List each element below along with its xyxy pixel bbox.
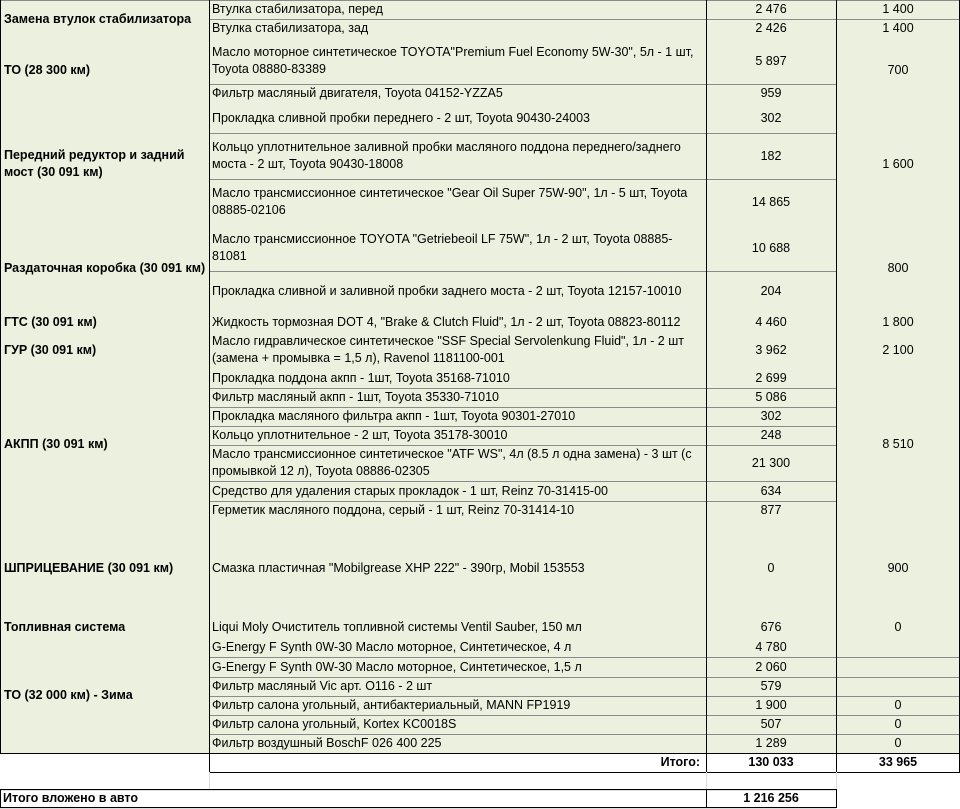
grid-line — [209, 696, 836, 697]
section-work: 1 800 — [836, 312, 960, 332]
item-price: 4 460 — [706, 312, 836, 332]
item-name: Герметик масляного поддона, серый - 1 шт, Reinz 70-31414-10 — [209, 501, 706, 520]
grid-line — [706, 772, 707, 789]
item-name: Прокладка масляного фильтра акпп - 1шт, Toyota 90301-27010 — [209, 407, 706, 426]
grid-line — [209, 445, 836, 446]
totals-label: Итого: — [660, 755, 700, 769]
item-work: 0 — [836, 734, 960, 753]
item-price: 959 — [706, 84, 836, 103]
grid-line — [209, 0, 210, 753]
grid-line — [836, 789, 837, 808]
grid-line — [706, 753, 707, 772]
grid-line — [836, 696, 960, 697]
grid-line — [209, 715, 836, 716]
item-price: 21 300 — [706, 445, 836, 481]
item-price: 204 — [706, 271, 836, 312]
grid-line — [209, 271, 836, 272]
grid-line — [0, 789, 836, 790]
section-work: 0 — [836, 617, 960, 637]
grid-line — [209, 734, 836, 735]
section-name: Передний редуктор и задний мост (30 091 км) — [0, 103, 209, 225]
item-name: Прокладка сливной и заливной пробки заднего моста - 2 шт, Toyota 12157-10010 — [209, 271, 706, 312]
section-name: ГТС (30 091 км) — [0, 312, 209, 332]
item-name: Кольцо уплотнительное заливной пробки масляного поддона переднего/заднего моста - 2 шт, Toyota 90430-18008 — [209, 133, 706, 179]
item-price: 4 780 — [706, 637, 836, 657]
item-name: Масло трансмиссионное синтетическое "Gear Oil Super 75W-90", 1л - 5 шт, Toyota 08885-02106 — [209, 179, 706, 225]
item-name: Масло гидравлическое синтетическое "SSF Special Servolenkung Fluid", 1л - 2 шт (замена + промывка = 1,5 л), Ravenol 1181100-001 — [209, 332, 706, 368]
section-work: 800 — [836, 225, 960, 312]
section-name: АКПП (30 091 км) — [0, 368, 209, 520]
section-name: ГУР (30 091 км) — [0, 332, 209, 368]
grid-line — [836, 19, 960, 20]
grid-line — [209, 657, 836, 658]
section-name: Топливная система — [0, 617, 209, 637]
item-price: 2 476 — [706, 0, 836, 19]
item-name: Фильтр масляный двигателя, Toyota 04152-YZZA5 — [209, 84, 706, 103]
grid-line — [209, 84, 836, 85]
item-name: Масло трансмиссионное TOYOTA "Getriebeoil LF 75W", 1л - 2 шт, Toyota 08885-81081 — [209, 225, 706, 271]
grid-line — [836, 753, 837, 772]
grid-line — [0, 789, 1, 808]
grid-line — [0, 0, 960, 1]
item-name: Кольцо уплотнительное - 2 шт, Toyota 35178-30010 — [209, 426, 706, 445]
item-name: G-Energy F Synth 0W-30 Масло моторное, Синтетическое, 1,5 л — [209, 657, 706, 677]
item-price: 2 060 — [706, 657, 836, 677]
grid-line — [209, 772, 210, 789]
section-work: 2 100 — [836, 332, 960, 368]
grid-line — [209, 772, 960, 773]
item-price: 507 — [706, 715, 836, 734]
item-price: 14 865 — [706, 179, 836, 225]
invested-label: Итого вложено в авто — [3, 791, 139, 805]
item-name: Втулка стабилизатора, зад — [209, 19, 706, 38]
item-name: Фильтр воздушный BoschF 026 400 225 — [209, 734, 706, 753]
item-work: 1 400 — [836, 0, 960, 19]
item-price: 248 — [706, 426, 836, 445]
item-name: G-Energy F Synth 0W-30 Масло моторное, Синтетическое, 4 л — [209, 637, 706, 657]
item-price: 2 699 — [706, 368, 836, 388]
item-work: 0 — [836, 696, 960, 715]
item-price: 302 — [706, 103, 836, 133]
item-work — [836, 677, 960, 696]
item-price: 579 — [706, 677, 836, 696]
section-name: Раздаточная коробка (30 091 км) — [0, 225, 209, 312]
grid-line — [209, 426, 836, 427]
grid-line — [836, 0, 837, 753]
grid-line — [0, 807, 836, 808]
item-name: Фильтр салона угольный, антибактериальный, MANN FP1919 — [209, 696, 706, 715]
item-name: Жидкость тормозная DOT 4, "Brake & Clutch Fluid", 1л - 2 шт, Toyota 08823-80112 — [209, 312, 706, 332]
item-name: Прокладка поддона акпп - 1шт, Toyota 35168-71010 — [209, 368, 706, 388]
grid-line — [209, 481, 836, 482]
section-name: ТО (28 300 км) — [0, 38, 209, 103]
item-work: 0 — [836, 715, 960, 734]
grid-line — [836, 772, 837, 789]
grid-line — [209, 407, 836, 408]
grid-line — [209, 179, 836, 180]
grid-line — [209, 501, 836, 502]
item-price: 302 — [706, 407, 836, 426]
item-name: Liqui Moly Очиститель топливной системы Ventil Sauber, 150 мл — [209, 617, 706, 637]
item-work — [836, 657, 960, 677]
item-price: 0 — [706, 520, 836, 617]
grid-line — [209, 388, 836, 389]
item-name: Масло трансмиссионное синтетическое "ATF WS", 4л (8.5 л одна замена) - 3 шт (с промывкой 12 л), Toyota 08886-02305 — [209, 445, 706, 481]
item-name: Втулка стабилизатора, перед — [209, 0, 706, 19]
item-price: 634 — [706, 481, 836, 501]
grid-line — [836, 734, 960, 735]
item-price: 3 962 — [706, 332, 836, 368]
grid-line — [209, 19, 836, 20]
grid-line — [706, 789, 707, 808]
invested-value: 1 216 256 — [743, 791, 799, 805]
totals-work: 33 965 — [878, 755, 918, 769]
grid-line — [209, 753, 210, 772]
item-work: 1 400 — [836, 19, 960, 38]
grid-line — [836, 657, 960, 658]
item-name: Фильтр масляный Vic арт. O116 - 2 шт — [209, 677, 706, 696]
grid-line — [706, 0, 707, 753]
grid-line — [209, 133, 836, 134]
section-work: 900 — [836, 520, 960, 617]
grid-line — [836, 715, 960, 716]
grid-line — [0, 0, 1, 753]
item-price: 1 289 — [706, 734, 836, 753]
item-price: 10 688 — [706, 225, 836, 271]
item-price: 5 086 — [706, 388, 836, 407]
item-name: Фильтр салона угольный, Kortex KC0018S — [209, 715, 706, 734]
item-name: Фильтр масляный акпп - 1шт, Toyota 35330-71010 — [209, 388, 706, 407]
item-name: Смазка пластичная "Mobilgrease XHP 222" - 390гр, Mobil 153553 — [209, 520, 706, 617]
item-name: Прокладка сливной пробки переднего - 2 шт, Toyota 90430-24003 — [209, 103, 706, 133]
section-work: 8 510 — [836, 368, 960, 520]
section-name: ШПРИЦЕВАНИЕ (30 091 км) — [0, 520, 209, 617]
item-price: 5 897 — [706, 38, 836, 84]
item-price: 1 900 — [706, 696, 836, 715]
section-work: 700 — [836, 38, 960, 103]
totals-parts: 130 033 — [748, 755, 794, 769]
section-name: Замена втулок стабилизатора — [0, 0, 209, 38]
item-price: 676 — [706, 617, 836, 637]
grid-line — [836, 677, 960, 678]
item-name: Масло моторное синтетическое TOYOTA"Premium Fuel Economy 5W-30", 5л - 1 шт, Toyota 08880-83389 — [209, 38, 706, 84]
section-name: ТО (32 000 км) - Зима — [0, 637, 209, 753]
item-work — [836, 637, 960, 657]
item-price: 877 — [706, 501, 836, 520]
grid-line — [209, 677, 836, 678]
item-price: 2 426 — [706, 19, 836, 38]
section-work: 1 600 — [836, 103, 960, 225]
item-name: Средство для удаления старых прокладок - 1 шт, Reinz 70-31415-00 — [209, 481, 706, 501]
item-price: 182 — [706, 133, 836, 179]
